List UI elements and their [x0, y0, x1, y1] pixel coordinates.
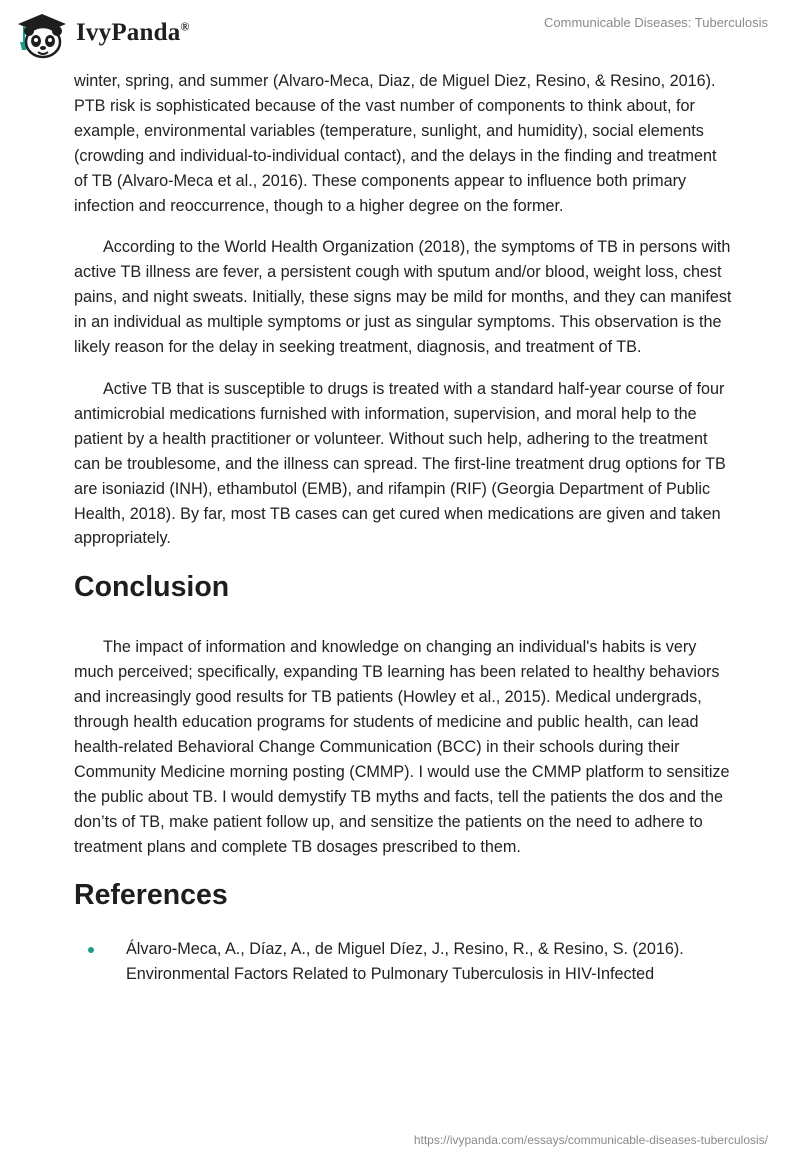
conclusion-paragraph: The impact of information and knowledge on changing an individual's habits is very much perceived; specifically, expanding TB learning has been related to healthy behaviors and increasingly good results for TB patients (Howley et al., 2015). Medical undergrads, through health education programs for students of medicine and public health, can lead health-related Behavioral Change Communication (BCC) in their schools during their Community Medicine morning posting (CMMP). I would use the CMMP platform to sensitize the public about TB. I would demystify TB myths and facts, tell the patients the dos and the don’ts of TB, make patient follow up, and sensitize the patients on the need to adhere to treatment plans and complete TB dosages prescribed to them.: [74, 638, 730, 856]
paragraph: Active TB that is susceptible to drugs is treated with a standard half-year course of four antimicrobial medications furnished with information, supervision, and moral help to the patient by a health practitioner or volunteer. Without such help, adhering to the treatment can be troublesome, and the illness can spread. The first-line treatment drug options for TB are isoniazid (INH), ethambutol (EMB), and rifampin (RIF) (Georgia Department of Public Health, 2018). By far, most TB cases can get cured when medications are given and taken appropriately.: [74, 379, 726, 548]
site-logo[interactable]: [14, 8, 224, 64]
document-title: Communicable Diseases: Tuberculosis: [544, 15, 768, 30]
essay-content: [74, 69, 734, 987]
panda-graduation-cap-icon: [14, 8, 70, 64]
conclusion-heading: Conclusion: [74, 571, 230, 604]
brand-name: IvyPanda®: [76, 19, 190, 46]
reference-text: Álvaro-Meca, A., Díaz, A., de Miguel Díez, J., Resino, R., & Resino, S. (2016). Environmental Factors Related to Pulmonary Tuberculosis in HIV-Infected: [126, 940, 684, 984]
paragraph: winter, spring, and summer (Alvaro-Meca, Diaz, de Miguel Diez, Resino, & Resino, 2016). PTB risk is sophisticated because of the vast number of components to think about, for example, environmental variables (temperature, sunlight, and humidity), social elements (crowding and individual-to-individual contact), and the delays in the finding and treatment of TB (Alvaro-Meca et al., 2016). These components appear to influence both primary infection and reoccurrence, though to a higher degree on the former.: [74, 72, 717, 215]
references-list: [74, 937, 734, 987]
paragraph: According to the World Health Organization (2018), the symptoms of TB in persons with active TB illness are fever, a persistent cough with sputum and/or blood, weight loss, chest pains, and night sweats. Initially, these signs may be mild for months, and they can manifest in an individual as multiple symptoms or just as singular symptoms. This observation is the likely reason for the delay in seeking treatment, diagnosis, and treatment of TB.: [74, 238, 732, 357]
page-header: [0, 0, 800, 68]
bullet-icon: [88, 947, 94, 953]
references-heading: References: [74, 879, 228, 912]
source-url[interactable]: https://ivypanda.com/essays/communicable-diseases-tuberculosis/: [413, 1133, 768, 1147]
reference-item: [126, 937, 734, 987]
